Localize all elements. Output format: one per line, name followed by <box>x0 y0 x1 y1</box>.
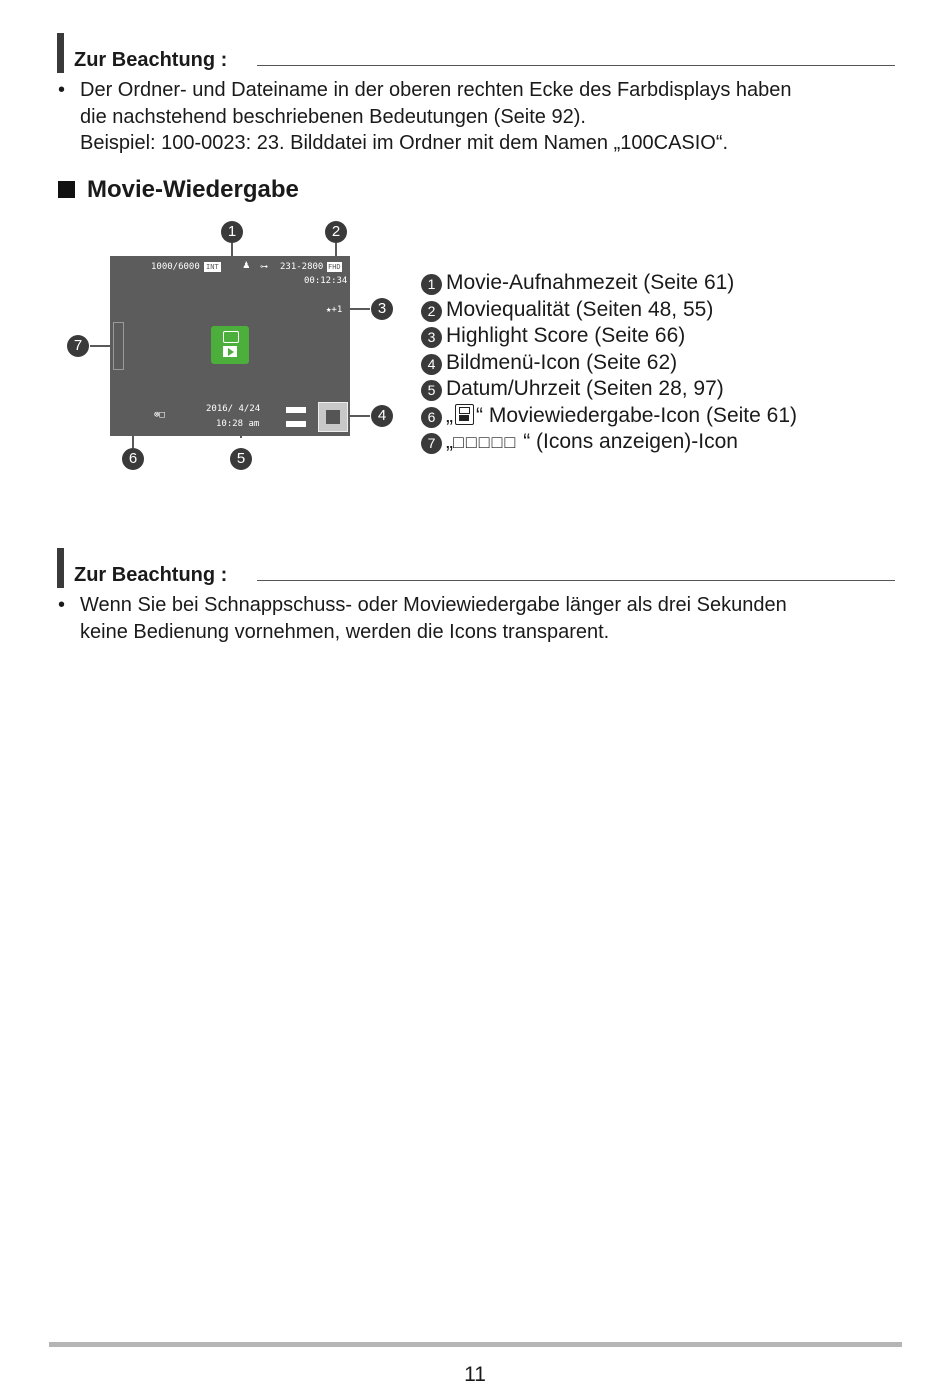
legend-item <box>421 376 797 403</box>
time-display: 10:28 am <box>216 419 260 429</box>
legend-number: 4 <box>421 354 442 375</box>
legend-item <box>421 323 797 350</box>
legend-number: 7 <box>421 433 442 454</box>
legend-number: 5 <box>421 380 442 401</box>
callout-7: 7 <box>67 335 89 357</box>
callout-2: 2 <box>325 221 347 243</box>
show-icons-icon: □□□□□ <box>453 432 518 452</box>
section-square-icon <box>58 181 75 198</box>
int-memory-badge: INT <box>206 263 219 271</box>
legend-text: Movie-Aufnahmezeit (Seite 61) <box>446 271 735 294</box>
legend-item <box>421 270 797 297</box>
legend-item <box>421 350 797 377</box>
note-bullet <box>58 77 898 157</box>
legend-text: Bildmenü-Icon (Seite 62) <box>446 350 678 374</box>
image-menu-icon[interactable] <box>318 402 348 432</box>
legend-number: 6 <box>421 407 442 428</box>
legend-item <box>421 297 797 324</box>
bullet-dot: • <box>58 594 66 616</box>
camera-lcd-screen <box>110 256 350 436</box>
callout-6: 6 <box>122 448 144 470</box>
note-title: Zur Beachtung : <box>74 564 228 586</box>
note-header <box>57 548 895 588</box>
callout-1: 1 <box>221 221 243 243</box>
legend-open-quote: „ <box>446 403 453 427</box>
playback-screen-diagram <box>60 215 410 477</box>
legend-item <box>421 429 797 456</box>
callout-4: 4 <box>371 405 393 427</box>
legend-text: Highlight Score (Seite 66) <box>446 324 686 347</box>
legend-text: “ (Icons anzeigen)-Icon <box>517 430 738 453</box>
folder-file-number: 231-2800 <box>280 262 324 272</box>
legend-text: Moviequalität (Seiten 48, 55) <box>446 297 714 321</box>
note-bar <box>57 33 64 73</box>
memory-icon <box>286 421 306 427</box>
legend-number: 3 <box>421 327 442 348</box>
movie-playback-icon[interactable] <box>211 326 249 364</box>
note-line: die nachstehend beschriebenen Bedeutungen (Seite 92). <box>80 105 586 128</box>
note-title: Zur Beachtung : <box>74 49 228 71</box>
page-number: 11 <box>464 1363 486 1386</box>
callout-5: 5 <box>230 448 252 470</box>
note-line: keine Bedienung vornehmen, werden die Icons transparent. <box>80 620 610 643</box>
protect-icon: ♟ <box>243 258 250 271</box>
legend-text: Datum/Uhrzeit (Seiten 28, 97) <box>446 377 724 400</box>
quality-badge: FHD <box>328 263 341 271</box>
note-bar <box>57 548 64 588</box>
date-display: 2016/ 4/24 <box>206 404 261 414</box>
section-heading <box>58 176 299 204</box>
eye-fi-icon: ⊗□ <box>154 410 165 420</box>
legend-item <box>421 403 797 430</box>
note-bullet <box>58 592 898 645</box>
legend-number: 2 <box>421 301 442 322</box>
note-rule <box>257 580 895 581</box>
footer-rule <box>49 1342 902 1347</box>
note-line: Der Ordner- und Dateiname in der oberen rechten Ecke des Farbdisplays haben <box>80 79 792 101</box>
note-line: Wenn Sie bei Schnappschuss- oder Moviewiedergabe länger als drei Sekunden <box>80 594 787 616</box>
note-line: Beispiel: 100-0023: 23. Bilddatei im Ordner mit dem Namen „100CASIO“. <box>80 132 729 154</box>
legend-text: “ Moviewiedergabe-Icon (Seite 61) <box>476 403 797 427</box>
note-header <box>57 33 895 73</box>
section-title: Movie-Wiedergabe <box>87 176 299 203</box>
legend-number: 1 <box>421 274 442 295</box>
battery-icon <box>286 407 306 413</box>
bullet-dot: • <box>58 79 66 101</box>
highlight-score: ★+1 <box>326 305 343 315</box>
recording-time: 00:12:34 <box>304 276 348 286</box>
legend-open-quote: „ <box>446 430 453 453</box>
image-count: 1000/6000 <box>151 262 200 272</box>
key-icon: ⊶ <box>260 262 268 271</box>
note-rule <box>257 65 895 66</box>
legend-list <box>421 270 797 456</box>
show-icons-icon[interactable] <box>113 322 124 370</box>
movie-playback-icon <box>455 404 474 425</box>
callout-3: 3 <box>371 298 393 320</box>
